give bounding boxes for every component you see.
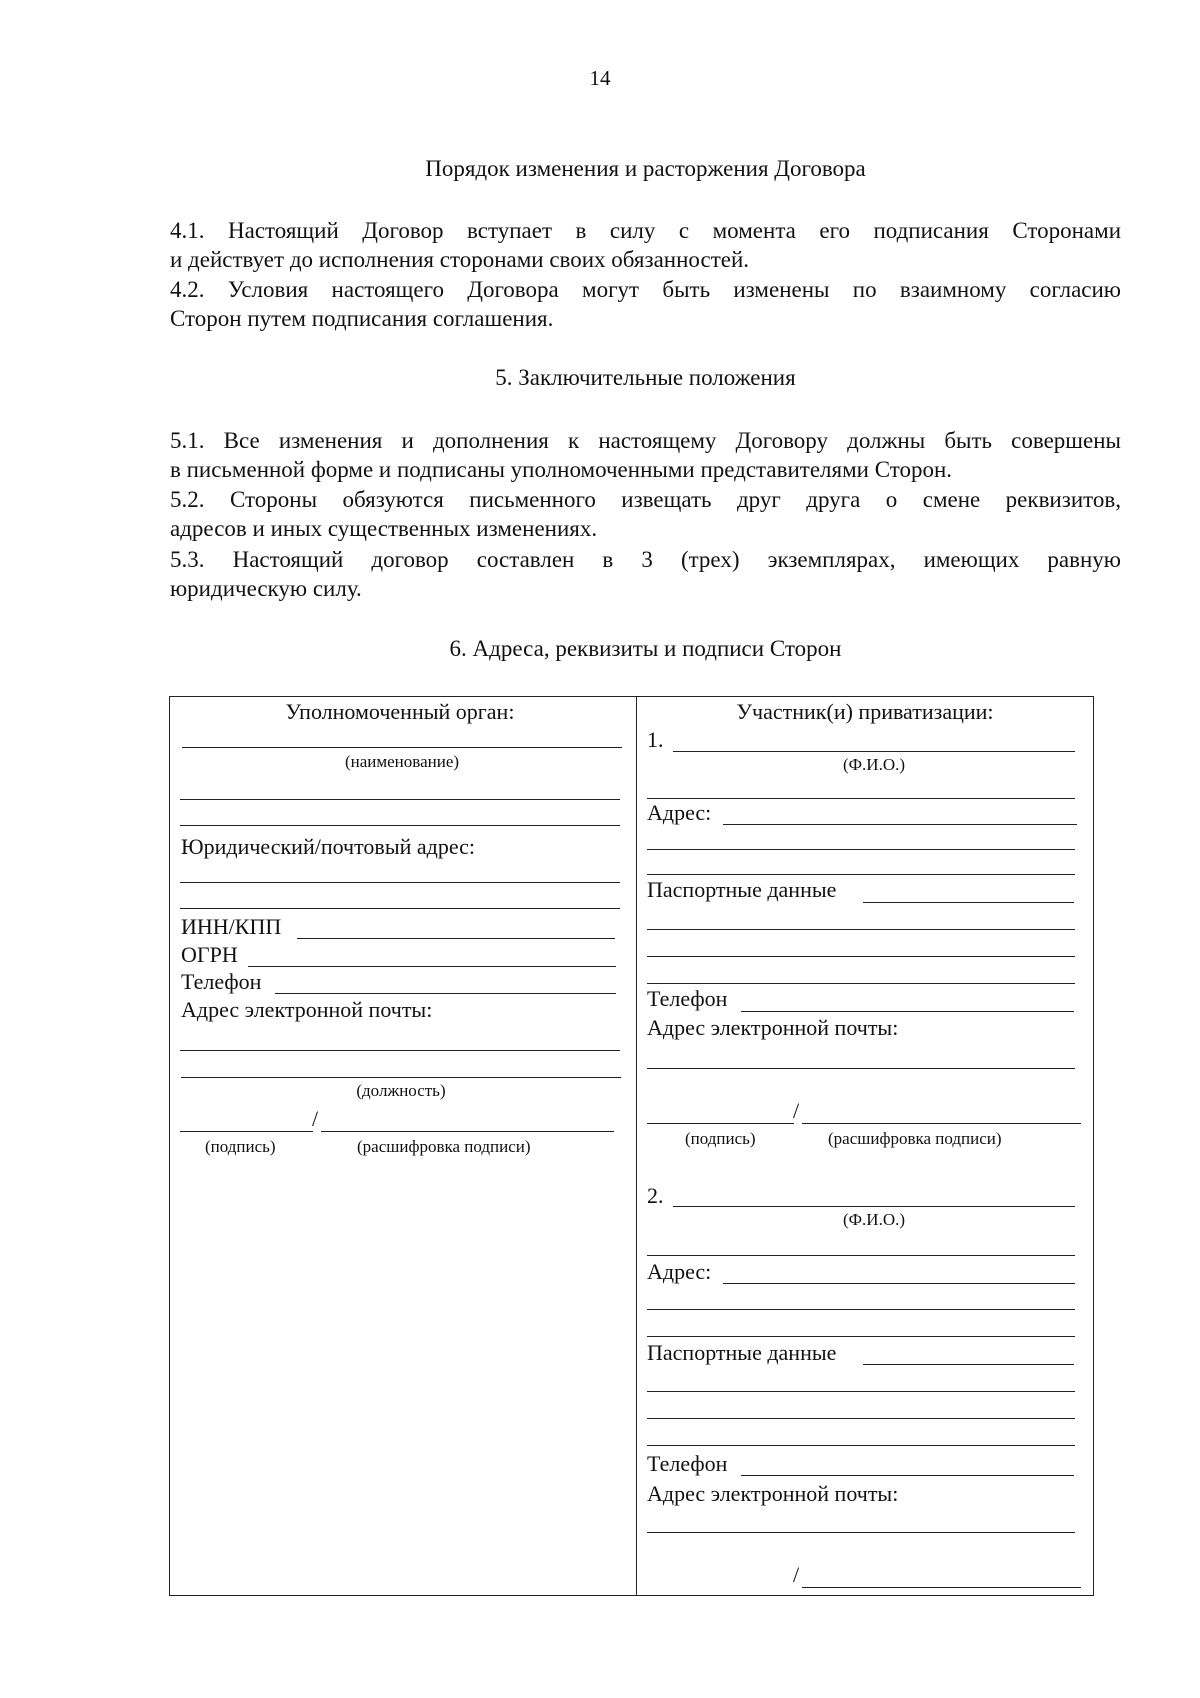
participant-1-address-label: Адрес: — [647, 800, 712, 825]
participant-2-number: 2. — [647, 1183, 664, 1208]
participant-1-email-field[interactable] — [647, 1068, 1075, 1069]
inn-kpp-field[interactable] — [297, 938, 615, 939]
participant-2-address-label: Адрес: — [647, 1259, 712, 1284]
participant-2-passport-line-3[interactable] — [647, 1418, 1075, 1419]
fio-caption: (Ф.И.О.) — [842, 755, 906, 774]
clause-5-1-line2: в письменной форме и подписаны уполномоченными представителями Сторон. — [170, 457, 953, 482]
clause-5-3-line1: 5.3. Настоящий договор составлен в 3 (трех) экземплярах, имеющих равную — [170, 547, 1121, 572]
participant-1-passport-line-2[interactable] — [647, 929, 1075, 930]
authority-name-line[interactable] — [182, 747, 622, 748]
signature-decode-line[interactable] — [321, 1131, 614, 1132]
participant-1-phone-label: Телефон — [647, 986, 728, 1011]
participant-1-signature-decode-line[interactable] — [802, 1123, 1081, 1124]
participant-2-phone-label: Телефон — [647, 1451, 728, 1476]
participant-1-email-label: Адрес электронной почты: — [647, 1015, 899, 1040]
signature-caption: (подпись) — [205, 1137, 276, 1156]
clause-5-2-line2: адресов и иных существенных изменениях. — [170, 516, 598, 541]
phone-label: Телефон — [181, 969, 262, 994]
legal-address-line-1[interactable] — [180, 882, 620, 883]
email-field[interactable] — [180, 1050, 620, 1051]
participant-2-passport-line-4[interactable] — [647, 1445, 1075, 1446]
participant-2-address-field[interactable] — [723, 1283, 1075, 1284]
participant-1-signature-caption: (подпись) — [685, 1129, 756, 1148]
table-divider — [636, 696, 637, 1596]
participants-header: Участник(и) приватизации: — [736, 699, 994, 724]
participant-2-fio-line-2[interactable] — [647, 1255, 1075, 1256]
legal-address-label: Юридический/почтовый адрес: — [181, 834, 476, 859]
phone-field[interactable] — [275, 993, 616, 994]
name-caption: (наименование) — [344, 752, 460, 771]
section4-title: Порядок изменения и расторжения Договора — [425, 156, 866, 181]
signature-slash: / — [312, 1106, 319, 1131]
clause-4-1-line2: и действует до исполнения сторонами своих обязанностей. — [170, 247, 750, 272]
clause-5-3-line2: юридическую силу. — [170, 576, 362, 601]
page-number: 14 — [589, 66, 611, 90]
participant-1-passport-line-4[interactable] — [647, 983, 1075, 984]
participant-1-signature-line[interactable] — [647, 1123, 794, 1124]
clause-4-2-line1: 4.2. Условия настоящего Договора могут быть изменены по взаимному согласию — [170, 277, 1121, 302]
participant-2-email-field[interactable] — [647, 1532, 1075, 1533]
participant-2-signature-decode-line[interactable] — [802, 1587, 1081, 1588]
section6-title: 6. Адреса, реквизиты и подписи Сторон — [449, 636, 842, 661]
participant-1-fio-line-2[interactable] — [647, 798, 1075, 799]
authority-header: Уполномоченный орган: — [285, 699, 515, 724]
clause-4-2-line2: Сторон путем подписания соглашения. — [170, 306, 554, 331]
participant-1-signature-decode-caption: (расшифровка подписи) — [828, 1129, 1002, 1148]
ogrn-label: ОГРН — [181, 942, 238, 967]
participant-1-fio-field[interactable] — [673, 751, 1075, 752]
email-label: Адрес электронной почты: — [181, 997, 433, 1022]
participant-2-email-label: Адрес электронной почты: — [647, 1481, 899, 1506]
participant-2-fio-field[interactable] — [673, 1206, 1075, 1207]
participant-1-phone-field[interactable] — [741, 1011, 1074, 1012]
participant-1-address-line-2[interactable] — [647, 849, 1075, 850]
authority-name-line-2[interactable] — [180, 799, 620, 800]
participant-1-passport-line-3[interactable] — [647, 956, 1075, 957]
clause-4-1-line1: 4.1. Настоящий Договор вступает в силу с момента его подписания Сторонами — [170, 218, 1121, 243]
position-line[interactable] — [181, 1077, 621, 1078]
inn-kpp-label: ИНН/КПП — [181, 914, 282, 939]
participant-2-address-line-3[interactable] — [647, 1336, 1075, 1337]
clause-5-1-line1: 5.1. Все изменения и дополнения к настоящему Договору должны быть совершены — [170, 428, 1121, 453]
participant-2-passport-label: Паспортные данные — [647, 1340, 837, 1365]
section5-title: 5. Заключительные положения — [495, 365, 796, 390]
participant-2-signature-slash: / — [793, 1562, 800, 1587]
authority-name-line-3[interactable] — [180, 825, 620, 826]
participant-2-address-line-2[interactable] — [647, 1309, 1075, 1310]
clause-5-2-line1: 5.2. Стороны обязуются письменного извещать друг друга о смене реквизитов, — [170, 487, 1121, 512]
participant-1-address-field[interactable] — [723, 824, 1077, 825]
fio-caption-2: (Ф.И.О.) — [842, 1210, 906, 1229]
participant-2-phone-field[interactable] — [741, 1475, 1074, 1476]
signature-line[interactable] — [180, 1131, 313, 1132]
participant-1-passport-label: Паспортные данные — [647, 877, 837, 902]
signature-decode-caption: (расшифровка подписи) — [357, 1137, 531, 1156]
participant-1-passport-field[interactable] — [863, 902, 1074, 903]
participant-1-number: 1. — [647, 727, 664, 752]
ogrn-field[interactable] — [248, 966, 616, 967]
position-caption: (должность) — [356, 1081, 446, 1100]
legal-address-line-2[interactable] — [180, 908, 620, 909]
participant-2-passport-field[interactable] — [863, 1364, 1074, 1365]
participant-1-address-line-3[interactable] — [647, 874, 1075, 875]
participant-1-signature-slash: / — [793, 1098, 800, 1123]
participant-2-passport-line-2[interactable] — [647, 1391, 1075, 1392]
